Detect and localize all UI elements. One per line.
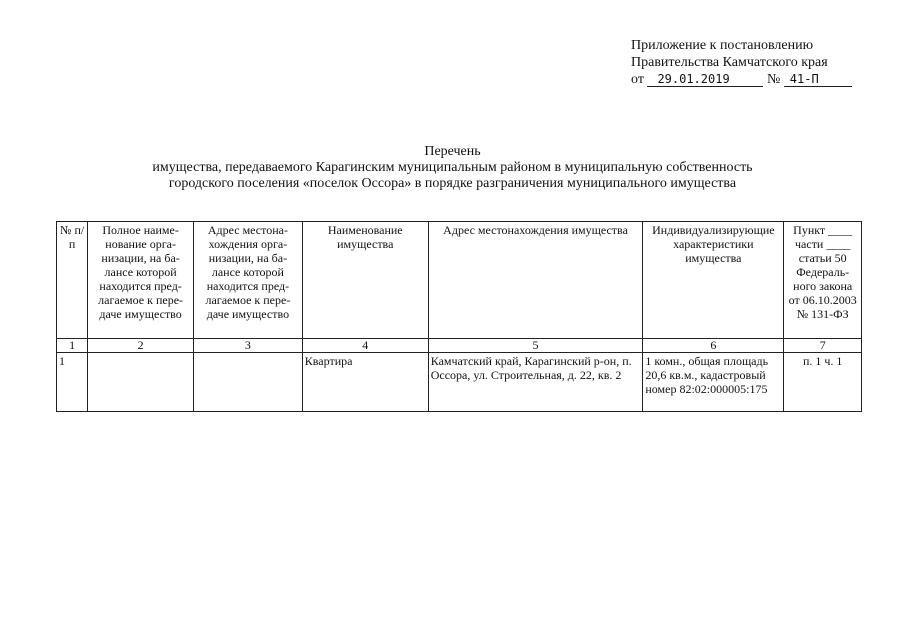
table-row: [57, 353, 862, 412]
header-cell-organization: Полное наиме-нование орга-низации, на ба-лансе которой находится пред-лагаемое к пере-даче имущество: [88, 222, 194, 339]
document-title: [0, 144, 905, 192]
header-cell-organization-address: Адрес местона-хождения орга-низации, на ба-лансе которой находится пред-лагаемое к пере-даче имущество: [194, 222, 303, 339]
property-name-cell: Квартира: [302, 353, 428, 412]
header-cell-characteristics: Индивидуализирующие характеристики имущества: [643, 222, 784, 339]
title-line-2: имущества, передаваемого Карагинским муниципальным районом в муниципальную собственность: [152, 160, 753, 175]
decree-number: 41-П: [784, 73, 852, 87]
column-number-cell: 7: [784, 339, 862, 353]
property-address-cell: Камчатский край, Карагинский р-он, п. Оссора, ул. Строительная, д. 22, кв. 2: [428, 353, 643, 412]
decree-date: 29.01.2019: [647, 73, 763, 87]
header-date-line: [631, 71, 852, 88]
column-number-cell: 6: [643, 339, 784, 353]
title-line-3: городского поселения «поселок Оссора» в порядке разграничения муниципального имущества: [168, 176, 737, 191]
column-number-cell: 4: [302, 339, 428, 353]
characteristics-cell: 1 комн., общая площадь 20,6 кв.м., кадастровый номер 82:02:000005:175: [643, 353, 784, 412]
document-header: [631, 37, 852, 88]
organization-address-cell: [194, 353, 303, 412]
header-line-1: Приложение к постановлению: [631, 38, 814, 53]
from-label: от: [631, 72, 644, 87]
column-number-cell: 3: [194, 339, 303, 353]
header-cell-property-address: Адрес местонахождения имущества: [428, 222, 643, 339]
column-number-cell: 2: [88, 339, 194, 353]
law-clause-cell: п. 1 ч. 1: [784, 353, 862, 412]
organization-cell: [88, 353, 194, 412]
table-header-row: [57, 222, 862, 339]
column-number-cell: 5: [428, 339, 643, 353]
title-line-1: Перечень: [424, 144, 481, 159]
row-number-cell: 1: [57, 353, 88, 412]
number-label: №: [766, 72, 781, 87]
header-cell-number: № п/п: [57, 222, 88, 339]
column-number-row: [57, 339, 862, 353]
column-number-cell: 1: [57, 339, 88, 353]
header-cell-property-name: Наименование имущества: [302, 222, 428, 339]
property-table: [56, 221, 862, 412]
header-cell-law-clause: Пункт ____ части ____ статьи 50 Федераль-ного закона от 06.10.2003 № 131-ФЗ: [784, 222, 862, 339]
header-line-2: Правительства Камчатского края: [631, 55, 828, 70]
